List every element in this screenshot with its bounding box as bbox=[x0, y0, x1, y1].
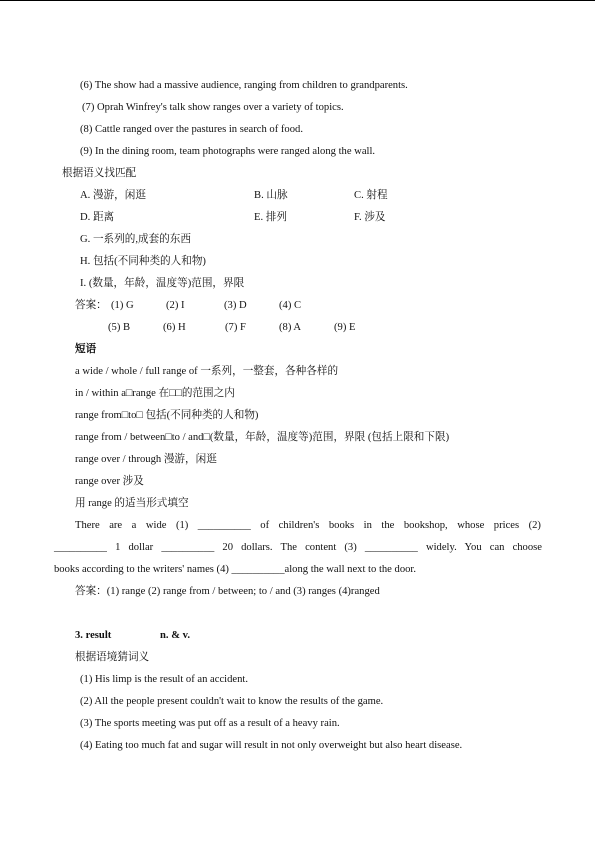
example-sentence: (1) His limp is the result of an accident. bbox=[80, 674, 248, 685]
part-of-speech: n. & v. bbox=[160, 630, 191, 641]
answer-item: (6) H bbox=[163, 322, 186, 333]
fill-paragraph-line: __________ 1 dollar __________ 20 dollars. The content (3) __________ widely. You can choose bbox=[54, 542, 542, 553]
fill-heading: 用 range 的适当形式填空 bbox=[75, 498, 189, 509]
option-b: B. 山脉 bbox=[254, 190, 288, 201]
answer-item: (7) F bbox=[225, 322, 246, 333]
example-sentence: (3) The sports meeting was put off as a result of a heavy rain. bbox=[80, 718, 340, 729]
answer-item: (5) B bbox=[108, 322, 131, 333]
example-sentence: (9) In the dining room, team photographs were ranged along the wall. bbox=[80, 146, 376, 157]
phrase-item: range over / through 漫游，闲逛 bbox=[75, 454, 217, 465]
option-i: I. (数量，年龄，温度等)范围，界限 bbox=[80, 278, 245, 289]
answer-item: (1) G bbox=[111, 300, 134, 311]
blank-1: __________ bbox=[197, 520, 251, 531]
section-title: 3. result bbox=[75, 630, 112, 641]
page-top-border bbox=[0, 0, 595, 1]
phrase-item: range over 涉及 bbox=[75, 476, 144, 487]
answer-item: (4) C bbox=[279, 300, 302, 311]
option-c: C. 射程 bbox=[354, 190, 388, 201]
answer-item: (9) E bbox=[334, 322, 356, 333]
option-a: A. 漫游，闲逛 bbox=[80, 190, 146, 201]
option-g: G. 一系列的,成套的东西 bbox=[80, 234, 191, 245]
example-sentence: (8) Cattle ranged over the pastures in search of food. bbox=[80, 124, 303, 135]
option-d: D. 距离 bbox=[80, 212, 115, 223]
answer-item: (8) A bbox=[279, 322, 302, 333]
phrase-item: a wide / whole / full range of 一系列，一整套，各种各样的 bbox=[75, 366, 339, 377]
guide-heading: 根据语境猜词义 bbox=[75, 652, 150, 663]
phrase-item: in / within a□range 在□□的范围之内 bbox=[75, 388, 235, 399]
example-sentence: (4) Eating too much fat and sugar will result in not only overweight but also heart disease. bbox=[80, 740, 463, 751]
fill-paragraph-line: There are a wide (1) __________ of children's books in the bookshop, whose prices (2) bbox=[75, 520, 541, 531]
phrase-item: range from / between□to / and□(数量，年龄，温度等)范围，界限 (包括上限和下限) bbox=[75, 432, 450, 443]
answer-item: (3) D bbox=[224, 300, 247, 311]
answer-item: (2) I bbox=[166, 300, 185, 311]
phrases-heading: 短语 bbox=[75, 344, 97, 355]
example-sentence: (6) The show had a massive audience, ranging from children to grandparents. bbox=[80, 80, 408, 91]
fill-paragraph-line: books according to the writers' names (4) __________along the wall next to the door. bbox=[54, 564, 417, 575]
phrase-item: range from□to□ 包括(不同种类的人和物) bbox=[75, 410, 259, 421]
example-sentence: (2) All the people present couldn't wait to know the results of the game. bbox=[80, 696, 384, 707]
blank-3: __________ bbox=[364, 542, 418, 553]
answer-label: 答案： bbox=[75, 300, 107, 311]
option-f: F. 涉及 bbox=[354, 212, 386, 223]
example-sentence: (7) Oprah Winfrey's talk show ranges over a variety of topics. bbox=[82, 102, 344, 113]
blank-2b: __________ bbox=[161, 542, 215, 553]
blank-2a: __________ bbox=[54, 542, 107, 553]
option-e: E. 排列 bbox=[254, 212, 287, 223]
match-heading: 根据语义找匹配 bbox=[62, 168, 137, 179]
fill-answer: 答案：(1) range (2) range from / between; to / and (3) ranges (4)ranged bbox=[75, 586, 380, 597]
option-h: H. 包括(不同种类的人和物) bbox=[80, 256, 206, 267]
